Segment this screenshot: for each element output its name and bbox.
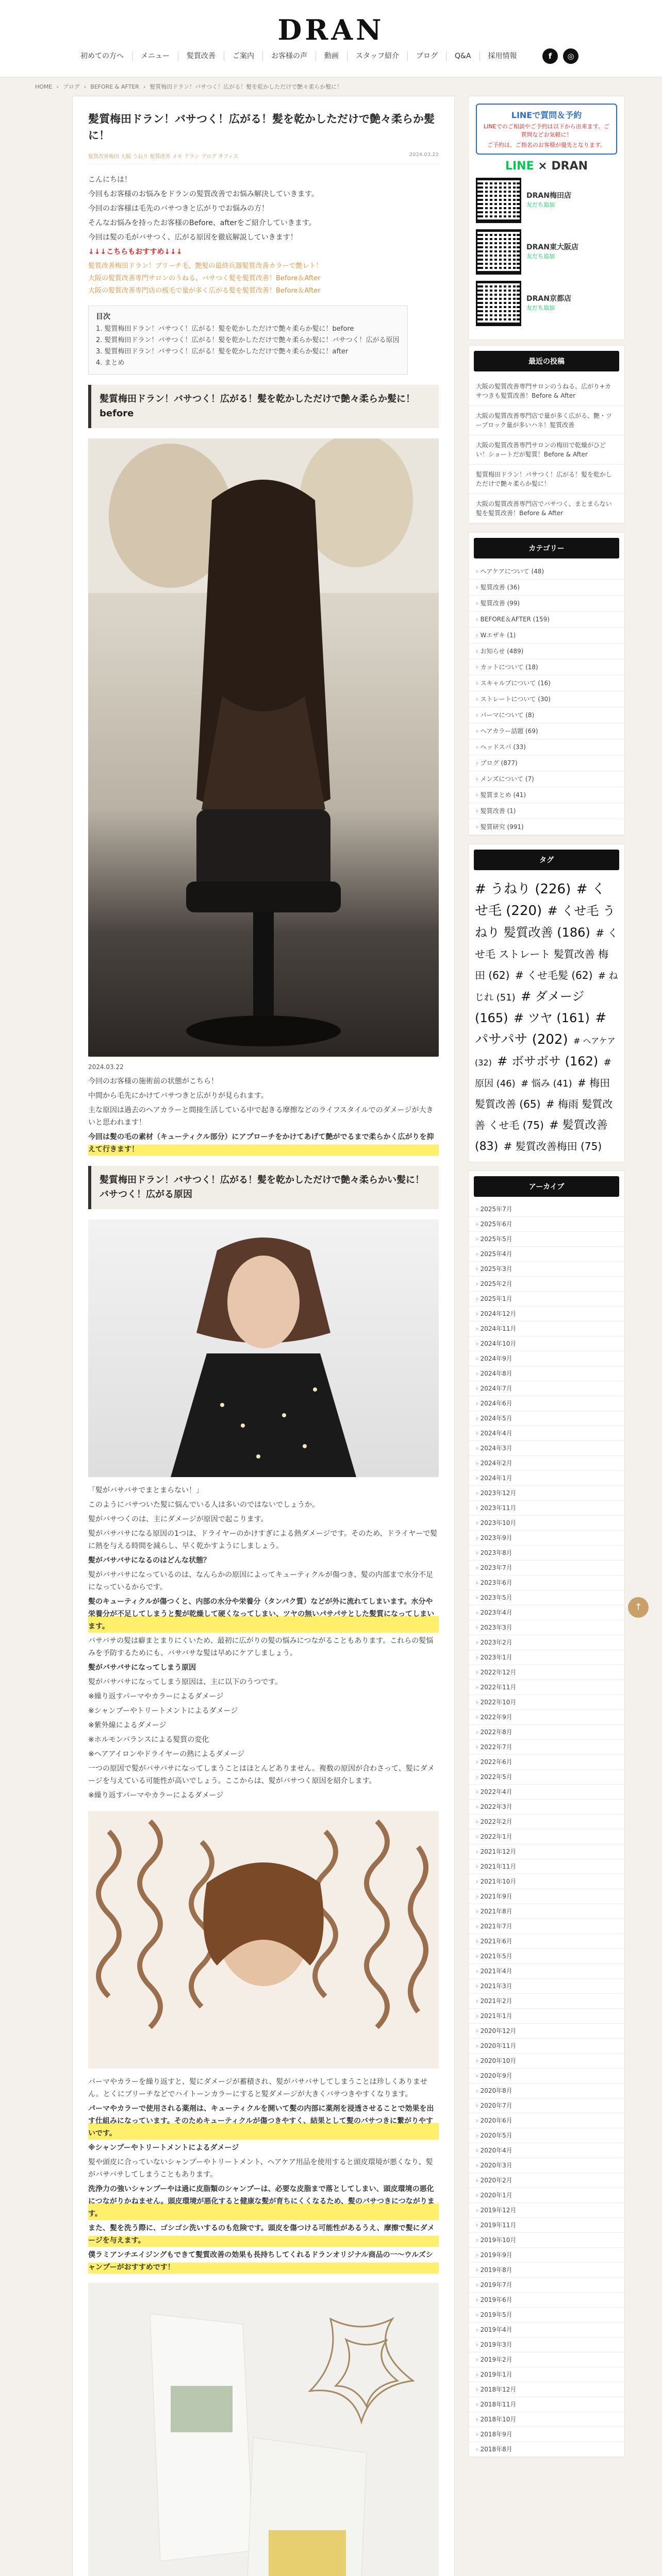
nav-item-blog[interactable]: ブログ [408, 52, 446, 61]
archive-link[interactable]: › 2019年10月 [469, 2233, 624, 2248]
archive-link[interactable]: › 2022年11月 [469, 1680, 624, 1695]
cause-list-item: ※ヘアアイロンやドライヤーの熱によるダメージ [88, 1750, 245, 1758]
archive-link[interactable]: › 2020年2月 [469, 2173, 624, 2188]
archive-link[interactable]: › 2021年2月 [469, 1994, 624, 2009]
tag-link[interactable]: # 髪質改善 (83) [475, 1119, 608, 1153]
cause-text: 「髪がバサバサでまとまらない！」 [88, 1486, 204, 1495]
related-link[interactable]: 髪質改善梅田ドラン！ブリーチ毛、艶髪の最終兵器髪質改善カラーで艶レト！ [88, 262, 323, 270]
perm-highlight: 僕ラミアンチエイジングもできて髪質改善の効果も長持ちしてくれるドランオリジナル商品の一〜ウルズシャンプーがおすすめです！ [88, 2249, 439, 2274]
photo-date: 2024.03.22 [88, 1063, 124, 1071]
perm-text: 髪や頭皮に合っていないシャンプーやトリートメント、ヘアケア用品を使用すると頭皮環境が悪くなり、髪がバサバサしてしまうこともあります。 [88, 2158, 433, 2179]
dran-logo: DRAN [551, 160, 588, 173]
category-link[interactable]: › ストレートについて (30) [469, 691, 624, 707]
widget-title: タグ [474, 850, 619, 870]
intro-line: こんにちは！ [88, 176, 131, 184]
archive-link[interactable]: › 2021年5月 [469, 1949, 624, 1964]
breadcrumb-home[interactable]: HOME [35, 83, 53, 90]
archive-link[interactable]: › 2023年9月 [469, 1531, 624, 1546]
archive-link[interactable]: › 2024年11月 [469, 1321, 624, 1336]
toc-item[interactable]: 4. まとめ [96, 359, 125, 367]
nav-item-voice[interactable]: お客様の声 [263, 52, 316, 61]
archive-link[interactable]: › 2024年10月 [469, 1336, 624, 1351]
shop-qr-umeda[interactable] [476, 178, 617, 223]
perm-photo [88, 1811, 439, 2069]
tag-link[interactable]: # 悩み (41) [521, 1078, 572, 1089]
widget-title: カテゴリー [474, 538, 619, 558]
archive-link[interactable]: › 2020年12月 [469, 2024, 624, 2039]
tag-link[interactable]: # 原因 (46) [475, 1057, 611, 1089]
recent-post-link[interactable]: 大阪の髪質改善専門店で量が多く広がる、艶・ツーブロック量が多いハネ！髪質改善 [469, 406, 624, 435]
cause-list-item: ※繰り返すパーマやカラーによるダメージ [88, 1692, 224, 1701]
back-to-top-button[interactable]: ↑ [628, 1597, 649, 1618]
category-link[interactable]: › 髪質改善 (1) [469, 803, 624, 819]
category-link[interactable]: › お知らせ (489) [469, 643, 624, 659]
cause-text: 髪がバサバサになってしまう原因は、主に以下のうつです。 [88, 1678, 283, 1686]
tag-link[interactable]: # くせ毛 ストレート 髪質改善 梅田 (62) [475, 927, 618, 981]
archive-link[interactable]: › 2019年1月 [469, 2367, 624, 2382]
cause-photo [88, 1219, 439, 1477]
archive-link[interactable]: › 2020年3月 [469, 2158, 624, 2173]
cause-list-item: ※繰り返すパーマやカラーによるダメージ [88, 1791, 224, 1800]
archive-link[interactable]: › 2020年11月 [469, 2039, 624, 2054]
archive-link[interactable]: › 2020年1月 [469, 2188, 624, 2203]
add-friend-link[interactable]: 友だち追加 [526, 253, 555, 260]
archive-link[interactable]: › 2023年10月 [469, 1516, 624, 1531]
post-title: 髪質梅田ドラン！バサつく！広がる！髪を乾かしただけで艶々柔らか髪に！ [88, 113, 435, 142]
archive-link[interactable]: › 2021年8月 [469, 1904, 624, 1919]
archive-link[interactable]: › 2023年4月 [469, 1605, 624, 1620]
recent-post-link[interactable]: 大阪の髪質改善専門店でバサつく、まとまらない髪を髪質改善！Before & After [469, 494, 624, 523]
nav-item-recruit[interactable]: 採用情報 [488, 52, 517, 60]
archive-link[interactable]: › 2020年4月 [469, 2143, 624, 2158]
archive-link[interactable]: › 2018年8月 [469, 2442, 624, 2457]
archive-link[interactable]: › 2025年5月 [469, 1232, 624, 1247]
archive-link[interactable]: › 2022年1月 [469, 1829, 624, 1844]
tag-link[interactable]: # くせ毛 うねり 髪質改善 (186) [475, 904, 616, 940]
breadcrumb-category[interactable]: BEFORE & AFTER [90, 83, 139, 90]
category-link[interactable]: › 髪質改善 (36) [469, 580, 624, 596]
tag-link[interactable]: # ねじれ (51) [475, 971, 618, 1003]
archive-link[interactable]: › 2020年5月 [469, 2128, 624, 2143]
nav-item-hair-improve[interactable]: 髪質改善 [178, 52, 224, 61]
line-banner [468, 96, 625, 340]
archive-link[interactable]: › 2020年9月 [469, 2069, 624, 2083]
category-link[interactable]: › 髪質研究 (991) [469, 819, 624, 835]
table-of-contents [88, 306, 408, 375]
archive-link[interactable]: › 2023年3月 [469, 1620, 624, 1635]
toc-item[interactable]: 3. 髪質梅田ドラン！バサつく！広がる！髪を乾かしただけで艶々柔らか髪に！after [96, 348, 349, 355]
related-link[interactable]: 大阪の髪質改善専門サロンのうねる、バサつく髪を髪質改善！Before＆After [88, 275, 321, 282]
post-meta [88, 152, 439, 164]
cause-text: 髪がバサバサになる原因の1つは、ドライヤーのかけすぎによる熱ダメージです。そのため、ドライヤーで髪に熱を与える時間を減らし、早く乾かすようにしましょう。 [88, 1530, 438, 1550]
perm-text: パーマやカラーを繰り返すと、髪にダメージが蓄積され、髪がバサバサしてしまうことは珍しくありません。とくにブリーチなどでハイトーンカラーにすると髪ダメージが大きくバサつきやすくなります。 [88, 2078, 427, 2098]
category-widget [468, 532, 625, 836]
related-link[interactable]: 大阪の髪質改善専門店の梳毛で量が多く広がる髪を髪質改善！Before＆After [88, 287, 321, 295]
archive-link[interactable]: › 2022年9月 [469, 1710, 624, 1725]
before-photo-illustration [88, 438, 439, 1057]
cause-text: 髪がバサバサになってしまう原因 [88, 1664, 196, 1672]
archive-link[interactable]: › 2021年4月 [469, 1964, 624, 1979]
widget-title: 最近の投稿 [474, 351, 619, 371]
perm-highlight: 洗浄力の強いシャンプーやは過に皮脂類のシャンプーは、必要な皮脂まで落としてしまい、頭皮環境の悪化につながりかねません。頭皮環境が悪化すると健康な髪が育ちにくくなるため、髪のバサつきにつながります。 [88, 2183, 439, 2220]
nav-item-menu[interactable]: メニュー [133, 52, 178, 61]
add-friend-link[interactable]: 友だち追加 [526, 304, 555, 311]
archive-link[interactable]: › 2025年4月 [469, 1247, 624, 1262]
line-reserve-note: LINEでのご相談やご予約は以下から出来ます。ご質問などお気軽に！ [484, 123, 609, 138]
archive-link[interactable]: › 2021年3月 [469, 1979, 624, 1994]
cause-text: 一つの原因で髪がバサバサになってしまうことはほとんどありません。複数の原因が合わさって、髪にダメージを与えている可能性が高いでしょう。ここからは、髪がバサつく原因を紹介します。 [88, 1765, 435, 1785]
archive-link[interactable]: › 2024年1月 [469, 1471, 624, 1486]
product-photo-illustration [88, 2283, 439, 2576]
tag-link[interactable]: # 梅田髪質改善 (65) [475, 1077, 610, 1110]
archive-link[interactable]: › 2024年12月 [469, 1307, 624, 1321]
category-link[interactable]: › 髪質まとめ (41) [469, 787, 624, 803]
nav-item-staff[interactable]: スタッフ紹介 [347, 52, 408, 61]
archive-link[interactable]: › 2019年11月 [469, 2218, 624, 2233]
breadcrumb-blog[interactable]: ブログ [62, 83, 80, 90]
category-link[interactable]: › Wエザキ (1) [469, 628, 624, 643]
breadcrumb-sep: › [56, 83, 59, 90]
qr-code-icon [476, 229, 521, 275]
heading-before: 髪質梅田ドラン！バサつく！広がる！髪を乾かしただけで艶々柔らか髪に！before [88, 385, 439, 428]
category-link[interactable]: › BEFORE＆AFTER (159) [469, 612, 624, 628]
archive-link[interactable]: › 2022年6月 [469, 1755, 624, 1770]
perm-highlight: パーマやカラーで使用される薬剤は、キューティクルを開いて髪の内部に薬剤を浸透させることで効果を出す仕組みになっています。そのためキューティクルが傷つきやすく、結果として髪のバサつきに繋がりやすいです。 [88, 2103, 439, 2140]
tag-link[interactable]: # ツヤ (161) [514, 1011, 590, 1025]
archive-link[interactable]: › 2025年6月 [469, 1217, 624, 1232]
intro-line: 今回は髪の毛がバサつく、広がる原因を徹底解説していきます！ [88, 233, 297, 242]
add-friend-link[interactable]: 友だち追加 [526, 201, 555, 208]
toc-item[interactable]: 2. 髪質梅田ドラン！バサつく！広がる！髪を乾かしただけで艶々柔らか髪に！バサつく！広がる原因 [96, 336, 400, 344]
category-link[interactable]: › スキャルプについて (16) [469, 675, 624, 691]
article [72, 96, 455, 2576]
before-photo [88, 438, 439, 1057]
shop-name: DRAN梅田店 [526, 192, 571, 200]
archive-link[interactable]: › 2023年11月 [469, 1501, 624, 1516]
category-link[interactable]: › メンズについて (7) [469, 771, 624, 787]
archive-link[interactable]: › 2020年10月 [469, 2054, 624, 2069]
cause-text: このようにバサついた髪に悩んでいる人は多いのではないでしょうか。 [88, 1501, 319, 1509]
perm-text: ※シャンプーやトリートメントによるダメージ [88, 2144, 239, 2152]
category-link[interactable]: › カットについて (18) [469, 659, 624, 675]
intro-line: そんなお悩みを持ったお客様のBefore、afterをご紹介していきます。 [88, 219, 316, 227]
recent-post-link[interactable]: 髪質梅田ドラン！バサつく！広がる！髪を乾かしただけで艶々柔らか髪に！ [469, 465, 624, 494]
site-logo[interactable]: DRAN [277, 13, 385, 46]
cause-photo-illustration [88, 1219, 439, 1477]
archive-link[interactable]: › 2019年7月 [469, 2278, 624, 2293]
archive-link[interactable]: › 2024年2月 [469, 1456, 624, 1471]
facebook-icon[interactable]: f [542, 48, 558, 64]
archive-link[interactable]: › 2023年1月 [469, 1650, 624, 1665]
perm-photo-illustration [88, 1811, 439, 2069]
line-x: × [538, 160, 548, 173]
archive-link[interactable]: › 2024年9月 [469, 1351, 624, 1366]
archive-link[interactable]: › 2022年5月 [469, 1770, 624, 1785]
archive-link[interactable]: › 2022年10月 [469, 1695, 624, 1710]
post-date: 2024.03.22 [409, 152, 439, 158]
category-link[interactable]: › ヘッドスパ (33) [469, 739, 624, 755]
archive-link[interactable]: › 2021年10月 [469, 1874, 624, 1889]
before-highlight: 今回は髪の毛の素材（キューティクル部分）にアプローチをかけてあげて艶がでるまで柔らかく広がりを抑えて行きます！ [88, 1131, 439, 1156]
intro-line: 今回のお客様は毛先のバサつきと広がりでお悩みの方！ [88, 205, 269, 213]
archive-link[interactable]: › 2022年4月 [469, 1785, 624, 1800]
archive-link[interactable]: › 2021年12月 [469, 1844, 624, 1859]
widget-title: アーカイブ [474, 1176, 619, 1197]
category-link[interactable]: › ヘアカラー話題 (69) [469, 723, 624, 739]
archive-link[interactable]: › 2021年9月 [469, 1889, 624, 1904]
tag-cloud [469, 875, 624, 1162]
tag-link[interactable]: # ヘアケア (32) [475, 1036, 616, 1067]
archive-link[interactable]: › 2024年5月 [469, 1411, 624, 1426]
archive-link[interactable]: › 2019年5月 [469, 2308, 624, 2323]
cause-highlight: 髪のキューティクルが傷つくと、内部の水分や栄養分（タンパク質）などが外に流れてしまいます。水分や栄養分が不足してしまうと髪が乾燥して硬くなってしまい、ツヤの無いパサパサとした髪質になってしまいます。 [88, 1596, 439, 1633]
tag-link[interactable]: # くせ毛髪 (62) [515, 969, 593, 981]
line-reserve-title: LINEで質問＆予約 [511, 110, 582, 120]
instagram-icon[interactable]: ◎ [563, 48, 578, 64]
before-text: 主な原因は過去のヘアカラーと間接生活している中で起きる摩擦などのライフスタイルでのダメージが大きいと思われます！ [88, 1106, 434, 1127]
sns-links [542, 48, 578, 64]
archive-link[interactable]: › 2024年7月 [469, 1381, 624, 1396]
nav-item-qa[interactable]: Q&A [446, 52, 480, 61]
global-nav [72, 52, 525, 61]
line-reserve-note2: ご予約は、ご指名のお客様が優先となります。 [487, 142, 606, 148]
nav-item-guide[interactable]: ご案内 [224, 52, 263, 61]
qr-code-icon [476, 281, 521, 326]
before-text: 中間から毛先にかけてバサつきと広がりが見られます。 [88, 1092, 268, 1100]
archive-link[interactable]: › 2025年7月 [469, 1202, 624, 1217]
category-link[interactable]: › パーマについて (8) [469, 707, 624, 723]
archive-widget [468, 1171, 625, 2458]
archive-link[interactable]: › 2018年12月 [469, 2382, 624, 2397]
archive-link[interactable]: › 2019年8月 [469, 2263, 624, 2278]
tag-link[interactable]: # くせ毛 (220) [475, 882, 605, 919]
shop-name: DRAN京都店 [526, 295, 571, 303]
tag-link[interactable]: # パサパサ (202) [475, 1010, 607, 1047]
archive-link[interactable]: › 2025年3月 [469, 1262, 624, 1277]
breadcrumb-current: 髪質梅田ドラン！バサつく！広がる！髪を乾かしただけで艶々柔らか髪に！ [150, 83, 343, 90]
archive-link[interactable]: › 2019年4月 [469, 2323, 624, 2337]
site-header [0, 0, 662, 77]
archive-link[interactable]: › 2024年6月 [469, 1396, 624, 1411]
archive-link[interactable]: › 2023年6月 [469, 1575, 624, 1590]
recent-posts-widget [468, 345, 625, 524]
recent-post-link[interactable]: 大阪の髪質改善専門サロンの梅田で乾燥がひどい！ショートだが髪質！Before & After [469, 435, 624, 465]
cause-list-item: ※シャンプーやトリートメントによるダメージ [88, 1707, 238, 1715]
archive-link[interactable]: › 2021年1月 [469, 2009, 624, 2024]
cause-list-item: ※ホルモンバランスによる髪質の変化 [88, 1736, 209, 1744]
archive-link[interactable]: › 2019年12月 [469, 2203, 624, 2218]
line-logo: LINE [505, 160, 534, 173]
archive-link[interactable]: › 2018年11月 [469, 2397, 624, 2412]
perm-highlight: また、髪を洗う際に、ゴシゴシ洗いするのも危険です。頭皮を傷つける可能性があるうえ、摩擦で髪にダメージを与えます。 [88, 2222, 439, 2247]
nav-item-first[interactable]: 初めての方へ [72, 52, 133, 61]
category-link[interactable]: › ブログ (877) [469, 755, 624, 771]
tag-widget [468, 844, 625, 1162]
cause-text: 髪がバサつくのは、主にダメージが原因で起こります。 [88, 1515, 268, 1523]
cause-text: 髪がバサバサになっているのは、なんらかの原因によってキューティクルが傷つき、髪の内部まで水分不足になっているからです。 [88, 1571, 434, 1591]
archive-link[interactable]: › 2024年4月 [469, 1426, 624, 1441]
archive-link[interactable]: › 2025年2月 [469, 1277, 624, 1292]
before-text: 今回のお客様の施術前の状態がこちら！ [88, 1077, 218, 1086]
breadcrumb-sep: › [84, 83, 87, 90]
toc-item[interactable]: 1. 髪質梅田ドラン！バサつく！広がる！髪を乾かしただけで艶々柔らか髪に！before [96, 325, 354, 333]
cause-text: 髪がバサバサになるのはどんな状態？ [88, 1556, 211, 1565]
tag-link[interactable]: # うねり (226) [475, 882, 571, 897]
archive-link[interactable]: › 2021年7月 [469, 1919, 624, 1934]
archive-link[interactable]: › 2023年5月 [469, 1590, 624, 1605]
product-photo [88, 2283, 439, 2576]
category-link[interactable]: › ヘアケアについて (48) [469, 564, 624, 580]
archive-link[interactable]: › 2019年6月 [469, 2293, 624, 2308]
shop-name: DRAN東大阪店 [526, 243, 578, 251]
post-categories[interactable]: 髪質改善梅田 大阪 うねり 髪質改善 メモ ドラン ブログ オフィス [88, 154, 239, 160]
archive-link[interactable]: › 2022年2月 [469, 1815, 624, 1829]
line-reserve-box[interactable] [476, 104, 617, 155]
sidebar [468, 96, 625, 2576]
archive-link[interactable]: › 2023年8月 [469, 1546, 624, 1561]
archive-link[interactable]: › 2022年7月 [469, 1740, 624, 1755]
archive-link[interactable]: › 2019年3月 [469, 2337, 624, 2352]
breadcrumb [0, 77, 662, 96]
shop-qr-higashiosaka[interactable] [476, 229, 617, 275]
archive-link[interactable]: › 2019年9月 [469, 2248, 624, 2263]
archive-link[interactable]: › 2021年6月 [469, 1934, 624, 1949]
intro-line: 今回もお客様のお悩みをドランの髪質改善でお悩み解決していきます。 [88, 190, 319, 198]
archive-link[interactable]: › 2020年6月 [469, 2113, 624, 2128]
archive-link[interactable]: › 2018年9月 [469, 2427, 624, 2442]
breadcrumb-sep: › [143, 83, 146, 90]
cause-text: バサバサの髪は癖まとまりにくいため、最初に広がりの髪の悩みにつながることもあります。これらの髪悩みを予防するためにも、バサバサな髪は早めにケアしましょう。 [88, 1637, 434, 1657]
archive-link[interactable]: › 2023年12月 [469, 1486, 624, 1501]
line-heading [476, 160, 617, 173]
archive-link[interactable]: › 2023年2月 [469, 1635, 624, 1650]
shop-qr-kyoto[interactable] [476, 281, 617, 326]
archive-link[interactable]: › 2024年8月 [469, 1366, 624, 1381]
nav-item-video[interactable]: 動画 [316, 52, 347, 61]
qr-code-icon [476, 178, 521, 223]
archive-link[interactable]: › 2023年7月 [469, 1561, 624, 1575]
archive-link[interactable]: › 2022年8月 [469, 1725, 624, 1740]
recent-post-link[interactable]: 大阪の髪質改善専門サロンのうねる、広がり+カサつきも髪質改善！Before & After [469, 377, 624, 406]
heading-cause: 髪質梅田ドラン！バサつく！広がる！髪を乾かしただけで艶々柔らかい髪に！バサつく！広がる原因 [88, 1166, 439, 1209]
toc-title: 目次 [96, 313, 110, 321]
archive-link[interactable]: › 2018年10月 [469, 2412, 624, 2427]
archive-link[interactable]: › 2020年7月 [469, 2098, 624, 2113]
recommend-label: ↓↓↓こちらもおすすめ↓↓↓ [88, 248, 183, 256]
archive-link[interactable]: › 2025年1月 [469, 1292, 624, 1307]
archive-link[interactable]: › 2020年8月 [469, 2083, 624, 2098]
archive-link[interactable]: › 2019年2月 [469, 2352, 624, 2367]
archive-link[interactable]: › 2022年12月 [469, 1665, 624, 1680]
tag-link[interactable]: # 髪質改善梅田 (75) [503, 1140, 602, 1153]
tag-link[interactable]: # 梅雨 髪質改善 くせ毛 (75) [475, 1098, 613, 1131]
cause-list-item: ※紫外線によるダメージ [88, 1721, 167, 1730]
category-link[interactable]: › 髪質改善 (99) [469, 596, 624, 612]
tag-link[interactable]: # ダメージ (165) [475, 989, 585, 1025]
archive-link[interactable]: › 2024年3月 [469, 1441, 624, 1456]
tag-link[interactable]: # ボサボサ (162) [497, 1054, 599, 1069]
archive-link[interactable]: › 2021年11月 [469, 1859, 624, 1874]
archive-link[interactable]: › 2022年3月 [469, 1800, 624, 1815]
